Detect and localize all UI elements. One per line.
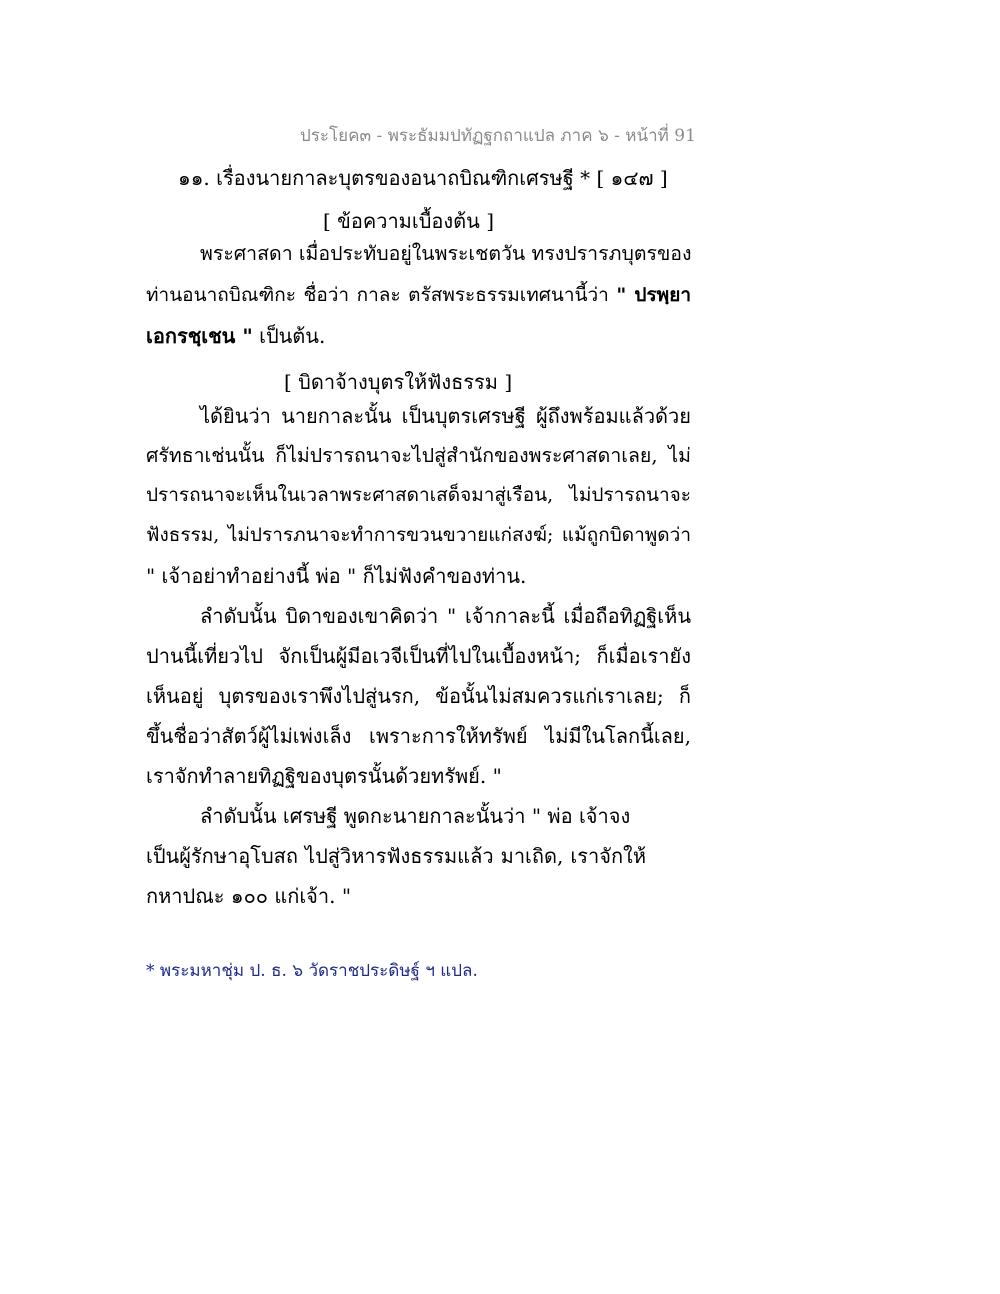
paragraph-line: เป็นผู้รักษาอุโบสถ ไปสู่วิหารฟังธรรมแล้ว มาเถิด, เราจักให้ [146,844,646,868]
paragraph-line [146,286,691,305]
paragraph-line: กหาปณะ ๑๐๐ แก่เจ้า. " [146,884,352,908]
paragraph-line: ได้ยินว่า นายกาละนั้น เป็นบุตรเศรษฐี ผู้ถึงพร้อมแล้วด้วย [200,404,691,428]
paragraph-line: " เจ้าอย่าทำอย่างนี้ พ่อ " ก็ไม่ฟังคำของท่าน. [146,564,527,588]
pali-verse-quote: เอกรชฺเชน " [146,324,253,348]
footnote: * พระมหาชุ่ม ป. ธ. ๖ วัดราชประดิษฐ์ ฯ แปล. [146,961,478,981]
paragraph-line: ฟังธรรม, ไม่ปรารภนาจะทำการขวนขวายแก่สงฆ์; แม้ถูกบิดาพูดว่า [146,524,691,546]
paragraph-line: ขึ้นชื่อว่าสัตว์ผู้ไม่เพ่งเล็ง เพราะการให้ทรัพย์ ไม่มีในโลกนี้เลย, [146,724,691,748]
paragraph-line: ลำดับนั้น เศรษฐี พูดกะนายกาละนั้นว่า " พ่อ เจ้าจง [200,804,631,828]
paragraph-line: เห็นอยู่ บุตรของเราพึงไปสู่นรก, ข้อนั้นไม่สมควรแก่เราเลย; ก็ [146,684,691,708]
pali-verse-quote: " ปรพฺยา [616,284,691,306]
running-header: ประโยค๓ - พระธัมมปทัฏฐกถาแปล ภาค ๖ - หน้าที่ 91 [300,126,696,146]
paragraph-line [146,326,691,346]
paragraph-line: ปรารถนาจะเห็นในเวลาพระศาสดาเสด็จมาสู่เรือน, ไม่ปรารถนาจะ [146,484,691,506]
paragraph-line: ลำดับนั้น บิดาของเขาคิดว่า " เจ้ากาละนี้ เมื่อถือทิฏฐิเห็น [200,604,691,628]
paragraph-text: เป็นต้น. [252,324,326,348]
story-title: ๑๑. เรื่องนายกาละบุตรของอนาถบิณฑิกเศรษฐี * [ ๑๔๗ ] [178,166,668,190]
paragraph-line: ศรัทธาเช่นนั้น ก็ไม่ปรารถนาจะไปสู่สำนักของพระศาสดาเลย, ไม่ [146,444,691,467]
paragraph-text: ท่านอนาถบิณฑิกะ ชื่อว่า กาละ ตรัสพระธรรมเทศนานี้ว่า [146,284,617,306]
section-heading-opening: [ ข้อความเบื้องต้น ] [323,209,494,233]
section-heading-father: [ บิดาจ้างบุตรให้ฟังธรรม ] [284,370,513,394]
paragraph-line: ปานนี้เที่ยวไป จักเป็นผู้มีอเวจีเป็นที่ไปในเบื้องหน้า; ก็เมื่อเรายัง [146,644,691,668]
paragraph-line: พระศาสดา เมื่อประทับอยู่ในพระเชตวัน ทรงปรารภบุตรของ [200,242,692,265]
paragraph-line: เราจักทำลายทิฏฐิของบุตรนั้นด้วยทรัพย์. " [146,764,502,788]
